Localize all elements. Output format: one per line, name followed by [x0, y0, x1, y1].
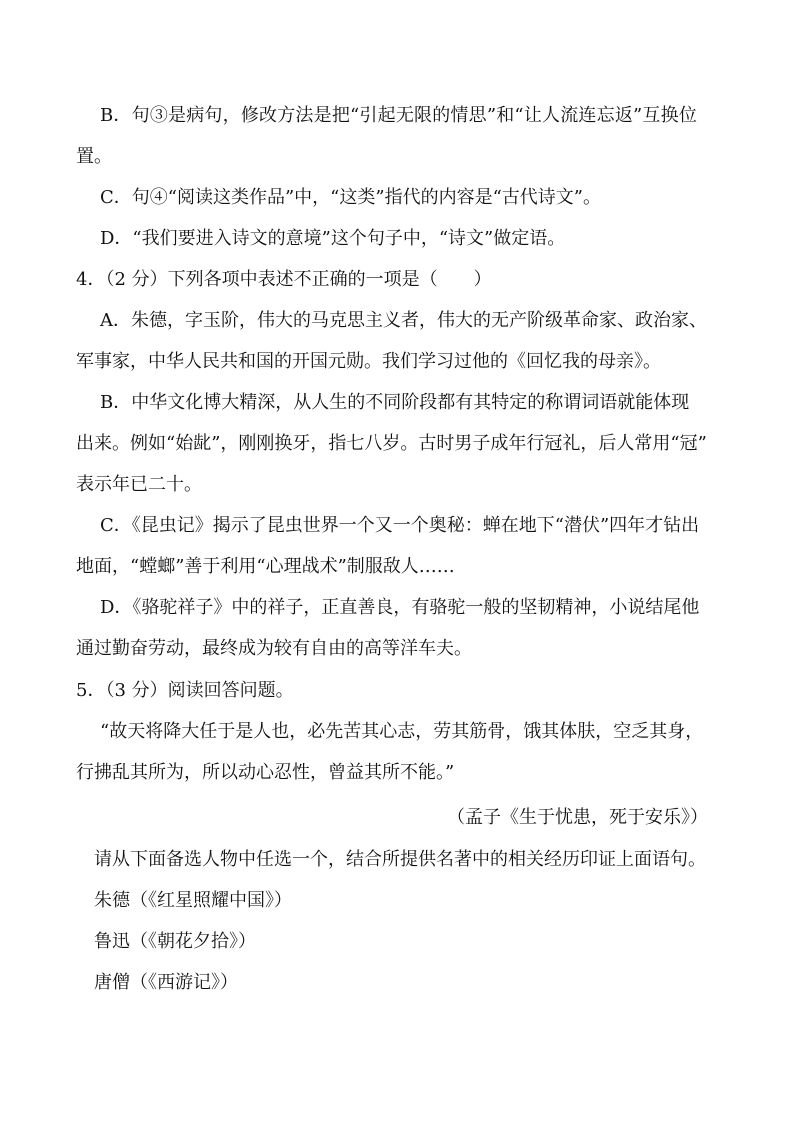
q4-option-b-line1: B．中华文化博大精深，从人生的不同阶段都有其特定的称谓词语就能体现 [100, 392, 690, 413]
q4-option-d-line2: 通过勤奋劳动，最终成为较有自由的高等洋车夫。 [76, 638, 472, 659]
q4-option-b-line2: 出来。例如“始龀”，刚刚换牙，指七八岁。古时男子成年行冠礼，后人常用“冠” [76, 433, 707, 454]
q5-candidate-tangseng: 唐僧（《西游记》） [94, 972, 238, 993]
q4-option-c-line1: C．《昆虫记》揭示了昆虫世界一个又一个奥秘：蝉在地下“潜伏”四年才钻出 [100, 515, 700, 536]
q5-source: （孟子《生于忧患，死于安乐》） [447, 807, 708, 828]
q5-candidate-zhude: 朱德（《红星照耀中国》） [94, 890, 292, 911]
q3-option-c: C．句④“阅读这类作品”中，“这类”指代的内容是“古代诗文”。 [100, 187, 601, 208]
q5-stem: 5．（3 分）阅读回答问题。 [76, 680, 294, 701]
q3-option-b-line2: 置。 [76, 146, 112, 167]
q5-quote-line2: 行拂乱其所为，所以动心忍性，曾益其所不能。” [76, 762, 455, 783]
q4-option-a-line2: 军事家，中华人民共和国的开国元勋。我们学习过他的《回忆我的母亲》。 [76, 351, 661, 372]
q5-quote-line1: “故天将降大任于是人也，必先苦其心志，劳其筋骨，饿其体肤，空乏其身， [100, 721, 704, 742]
q4-option-b-line3: 表示年已二十。 [76, 474, 202, 495]
q4-option-d-line1: D．《骆驼祥子》中的祥子，正直善良，有骆驼一般的坚韧精神，小说结尾他 [100, 597, 700, 618]
q4-option-a-line1: A．朱德，字玉阶，伟大的马克思主义者，伟大的无产阶级革命家、政治家、 [100, 310, 707, 331]
q5-instruction: 请从下面备选人物中任选一个，结合所提供名著中的相关经历印证上面语句。 [94, 849, 706, 870]
q5-candidate-luxun: 鲁迅（《朝花夕拾》） [94, 931, 256, 952]
q4-stem: 4．（2 分）下列各项中表述不正确的一项是（ ） [76, 269, 492, 290]
q3-option-d: D．“我们要进入诗文的意境”这个句子中，“诗文”做定语。 [100, 228, 566, 249]
q3-option-b-line1 [100, 104, 710, 128]
q4-option-c-line2: 地面，“螳螂”善于利用“心理战术”制服敌人…… [76, 556, 455, 577]
q3-option-b-line1-text: B．句③是病句，修改方法是把“引起无限的情思”和“让人流连忘返”互换位 [100, 105, 698, 126]
